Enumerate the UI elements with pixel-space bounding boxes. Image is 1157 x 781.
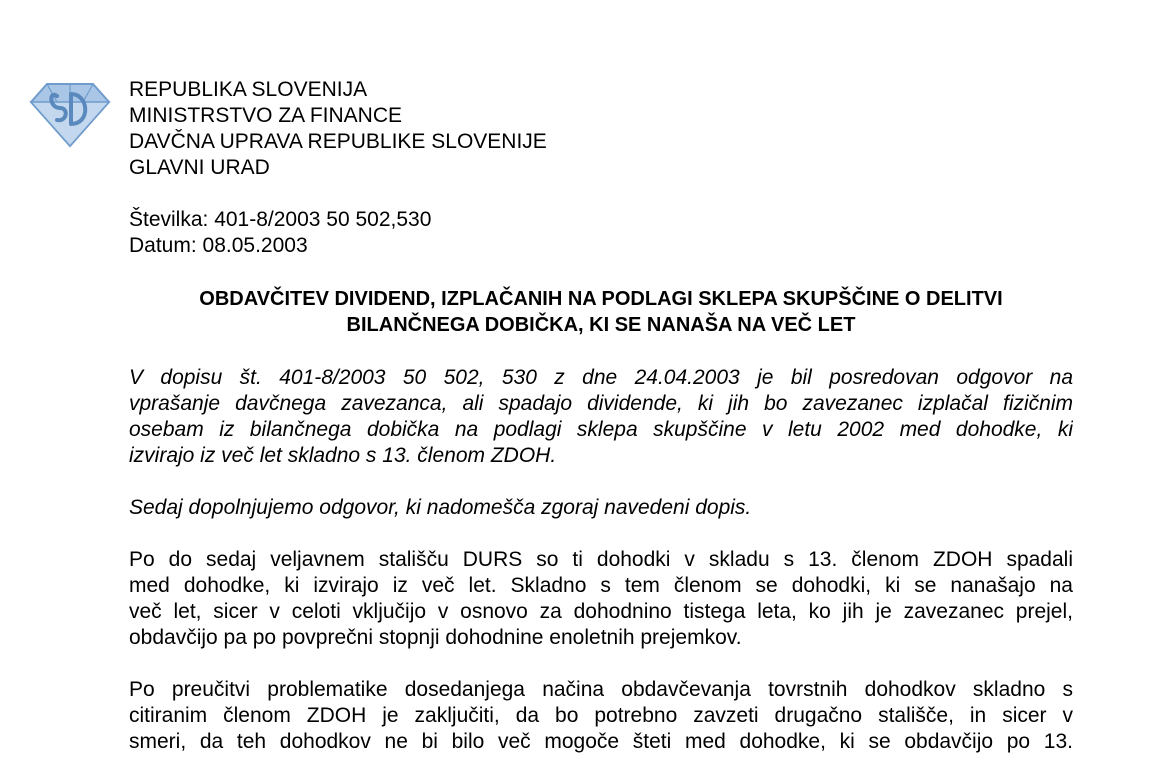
durs-logo [27,78,113,150]
paragraph-line: citiranim členom ZDOH je zaključiti, da bo potrebno zavzeti drugačno stališče, in sicer v [129,704,1073,727]
paragraph-line: V dopisu št. 401-8/2003 50 502, 530 z dne 24.04.2003 je bil posredovan odgovor na [129,366,1073,389]
header-line-tax-office: DAVČNA UPRAVA REPUBLIKE SLOVENIJE [129,130,547,153]
paragraph-2 [129,495,1073,521]
paragraph-line: obdavčijo pa po povprečni stopnji dohodnine enoletnih prejemkov. [129,626,742,649]
paragraph-line: smeri, da teh dohodkov ne bi bilo več mogoče šteti med dohodke, ki se obdavčijo po 13. [129,730,1073,753]
durs-diamond-logo-icon [27,78,113,150]
paragraph-line: osebam iz bilančnega dobička na podlagi sklepa skupščine v letu 2002 med dohodke, ki [129,418,1073,441]
title-line-2: BILANČNEGA DOBIČKA, KI SE NANAŠA NA VEČ LET [346,314,856,336]
paragraph-1 [129,365,1073,469]
document-number: Številka: 401-8/2003 50 502,530 [129,208,432,231]
paragraph-3 [129,547,1073,651]
title-line-1: OBDAVČITEV DIVIDEND, IZPLAČANIH NA PODLAGI SKLEPA SKUPŠČINE O DELITVI [199,288,1003,310]
document-date: Datum: 08.05.2003 [129,234,308,257]
header-line-republic: REPUBLIKA SLOVENIJA [129,78,368,101]
paragraph-line: vprašanje davčnega zavezanca, ali spadajo dividende, ki jih bo zavezanec izplačal fizičnim [129,392,1073,415]
header-line-ministry: MINISTRSTVO ZA FINANCE [129,104,403,127]
paragraph-4 [129,677,1073,755]
document-body [129,365,1073,781]
paragraph-line: izvirajo iz več let skladno s 13. členom ZDOH. [129,444,557,467]
paragraph-line: Po preučitvi problematike dosedanjega načina obdavčevanja tovrstnih dohodkov skladno s [129,678,1073,701]
paragraph-line: Po do sedaj veljavnem stališču DURS so ti dohodki v skladu s 13. členom ZDOH spadali [129,548,1073,571]
paragraph-line: Sedaj dopolnjujemo odgovor, ki nadomešča zgoraj navedeni dopis. [129,496,752,519]
header-line-office: GLAVNI URAD [129,156,270,179]
document-title [129,286,1073,338]
paragraph-line: več let, sicer v celoti vključijo v osnovo za dohodnino tistega leta, ko jih je zavezanec prejel, [129,600,1073,623]
institution-header [129,77,547,181]
document-meta [129,207,431,259]
paragraph-line: med dohodke, ki izvirajo iz več let. Skladno s tem členom se dohodki, ki se nanašajo na [129,574,1073,597]
